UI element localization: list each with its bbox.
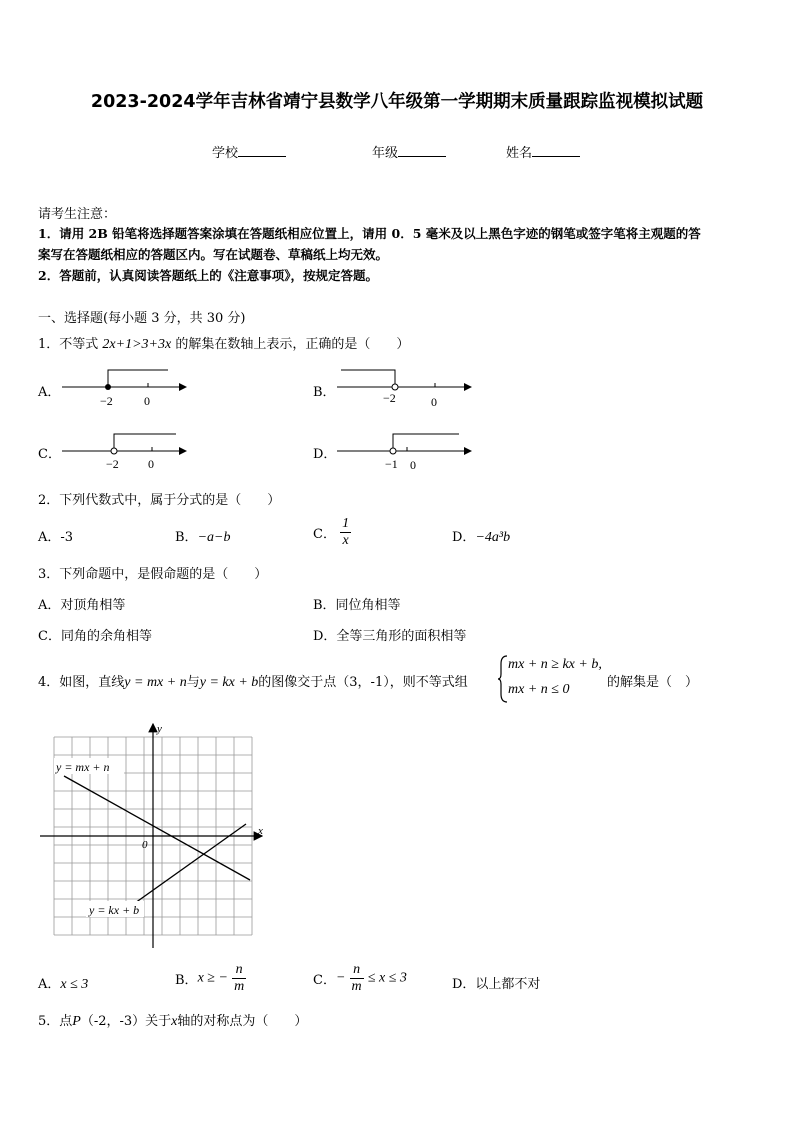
school-label: 学校 — [212, 146, 239, 161]
question-1-stem — [38, 333, 409, 353]
q1-option-d-label: D． — [313, 447, 337, 462]
school-field — [212, 142, 286, 161]
question-4-stem — [38, 671, 468, 691]
tick-label: 0 — [144, 394, 150, 408]
tick-label: 0 — [410, 458, 416, 472]
question-3-stem: 3．下列命题中，是假命题的是（ ） — [38, 567, 268, 582]
question-2-stem: 2．下列代数式中，属于分式的是（ ） — [38, 493, 281, 508]
fraction-numerator: n — [350, 962, 364, 979]
q2-b-label: B． — [175, 530, 198, 545]
x-axis-label: x — [258, 825, 263, 837]
fraction-numerator: n — [232, 962, 246, 979]
number-line-d — [333, 428, 478, 474]
q2-option-c — [313, 516, 351, 549]
grade-label: 年级 — [372, 146, 399, 161]
q4-b-label: B． — [175, 973, 198, 988]
q2-option-a: A．-3 — [38, 530, 74, 545]
fraction-numerator: 1 — [342, 516, 350, 531]
number-line-c — [58, 428, 193, 474]
tick-label: −2 — [383, 391, 396, 405]
question-5-stem — [38, 1010, 307, 1030]
q5-axis: x — [171, 1014, 178, 1029]
fraction-denominator: x — [342, 533, 349, 548]
q4-text-4: 的解集是（ ） — [607, 675, 699, 690]
q5-tail: 轴的对称点为（ ） — [177, 1014, 308, 1029]
notice-item-2: 2．答题前，认真阅读答题纸上的《注意事项》，按规定答题。 — [38, 268, 378, 283]
school-blank — [238, 144, 286, 157]
notice-item-1b: 案写在答题纸相应的答题区内。写在试题卷、草稿纸上均无效。 — [38, 247, 389, 262]
q1-prefix: 1．不等式 — [38, 337, 99, 352]
q2-option-d — [452, 526, 510, 546]
q5-coords: （-2，-3）关于 — [80, 1014, 172, 1029]
q4-option-b — [175, 962, 246, 995]
number-line-b — [333, 364, 478, 410]
q4-option-d: D．以上都不对 — [452, 977, 541, 992]
q2-option-b — [175, 526, 230, 546]
q4-system-line-2: mx + n ≤ 0 — [508, 682, 570, 697]
q4-b-expr: x ≥ − — [197, 970, 228, 986]
q2-d-expr: −4a³b — [475, 530, 511, 545]
tick-label: −1 — [385, 457, 398, 471]
open-point-icon — [111, 448, 117, 454]
grade-field — [372, 142, 446, 161]
notice-heading: 请考生注意： — [38, 207, 117, 222]
line-mx-n — [64, 776, 250, 880]
tick-label: 0 — [148, 457, 154, 471]
grade-blank — [398, 144, 446, 157]
q4-system-line-1: mx + n ≥ kx + b, — [508, 657, 602, 672]
q3-option-a: A．对顶角相等 — [38, 598, 126, 613]
fraction-denominator: m — [351, 979, 362, 994]
q4-text-3: 的图像交于点（3，-1），则不等式组 — [258, 675, 468, 690]
q1-option-a-label: A． — [38, 385, 61, 400]
line-label-2: y = kx + b — [89, 903, 140, 917]
fraction-denominator: m — [234, 979, 245, 994]
q1-inequality: 2x+1>3+3x — [102, 337, 172, 352]
line-label-1: y = mx + n — [56, 760, 110, 774]
notice-item-1a: 1．请用 2B 铅笔将选择题答案涂填在答题纸相应位置上，请用 0．5 毫米及以上黑色字迹的钢笔或签字笔将主观题的答 — [38, 226, 701, 241]
page-title: 2023-2024学年吉林省靖宁县数学八年级第一学期期末质量跟踪监视模拟试题 — [90, 92, 704, 112]
q4-graph — [36, 720, 276, 956]
q4-text-2: 与 — [186, 675, 200, 690]
open-point-icon — [390, 448, 396, 454]
q2-c-label: C． — [313, 527, 336, 542]
q1-suffix: 的解集在数轴上表示，正确的是（ ） — [175, 337, 410, 352]
q2-c-fraction — [340, 516, 351, 549]
q3-option-b: B．同位角相等 — [313, 598, 401, 613]
q1-option-c-label: C． — [38, 447, 61, 462]
q2-b-expr: −a−b — [197, 530, 231, 545]
q4-line-2: y = kx + b — [199, 675, 259, 690]
q4-c-minus: − — [335, 970, 346, 986]
q3-option-d: D．全等三角形的面积相等 — [313, 629, 467, 644]
name-label: 姓名 — [506, 146, 533, 161]
q4-b-fraction — [232, 962, 246, 995]
q4-option-c — [313, 962, 407, 995]
q4-c-label: C． — [313, 973, 336, 988]
q5-point: P — [72, 1014, 81, 1029]
q1-option-b-label: B． — [313, 385, 336, 400]
tick-label: −2 — [106, 457, 119, 471]
number-line-a — [58, 364, 193, 410]
q2-d-label: D． — [452, 530, 476, 545]
q4-c-fraction — [350, 962, 364, 995]
section-heading: 一、选择题(每小题 3 分，共 30 分) — [38, 311, 246, 326]
q4-a-label: A． — [38, 977, 61, 992]
q4-c-expr: ≤ x ≤ 3 — [367, 970, 407, 986]
open-point-icon — [392, 384, 398, 390]
q4-option-a — [38, 973, 88, 993]
q5-prefix: 5．点 — [38, 1014, 73, 1029]
q4-a-expr: x ≤ 3 — [60, 977, 89, 992]
name-blank — [532, 144, 580, 157]
q4-line-1: y = mx + n — [124, 675, 187, 690]
tick-label: 0 — [431, 395, 437, 409]
origin-label: 0 — [142, 839, 148, 851]
q3-option-c: C．同角的余角相等 — [38, 629, 152, 644]
closed-point-icon — [105, 384, 111, 390]
y-axis-label: y — [157, 723, 162, 735]
tick-label: −2 — [100, 394, 113, 408]
q4-text-1: 4．如图，直线 — [38, 675, 125, 690]
name-field — [506, 142, 580, 161]
